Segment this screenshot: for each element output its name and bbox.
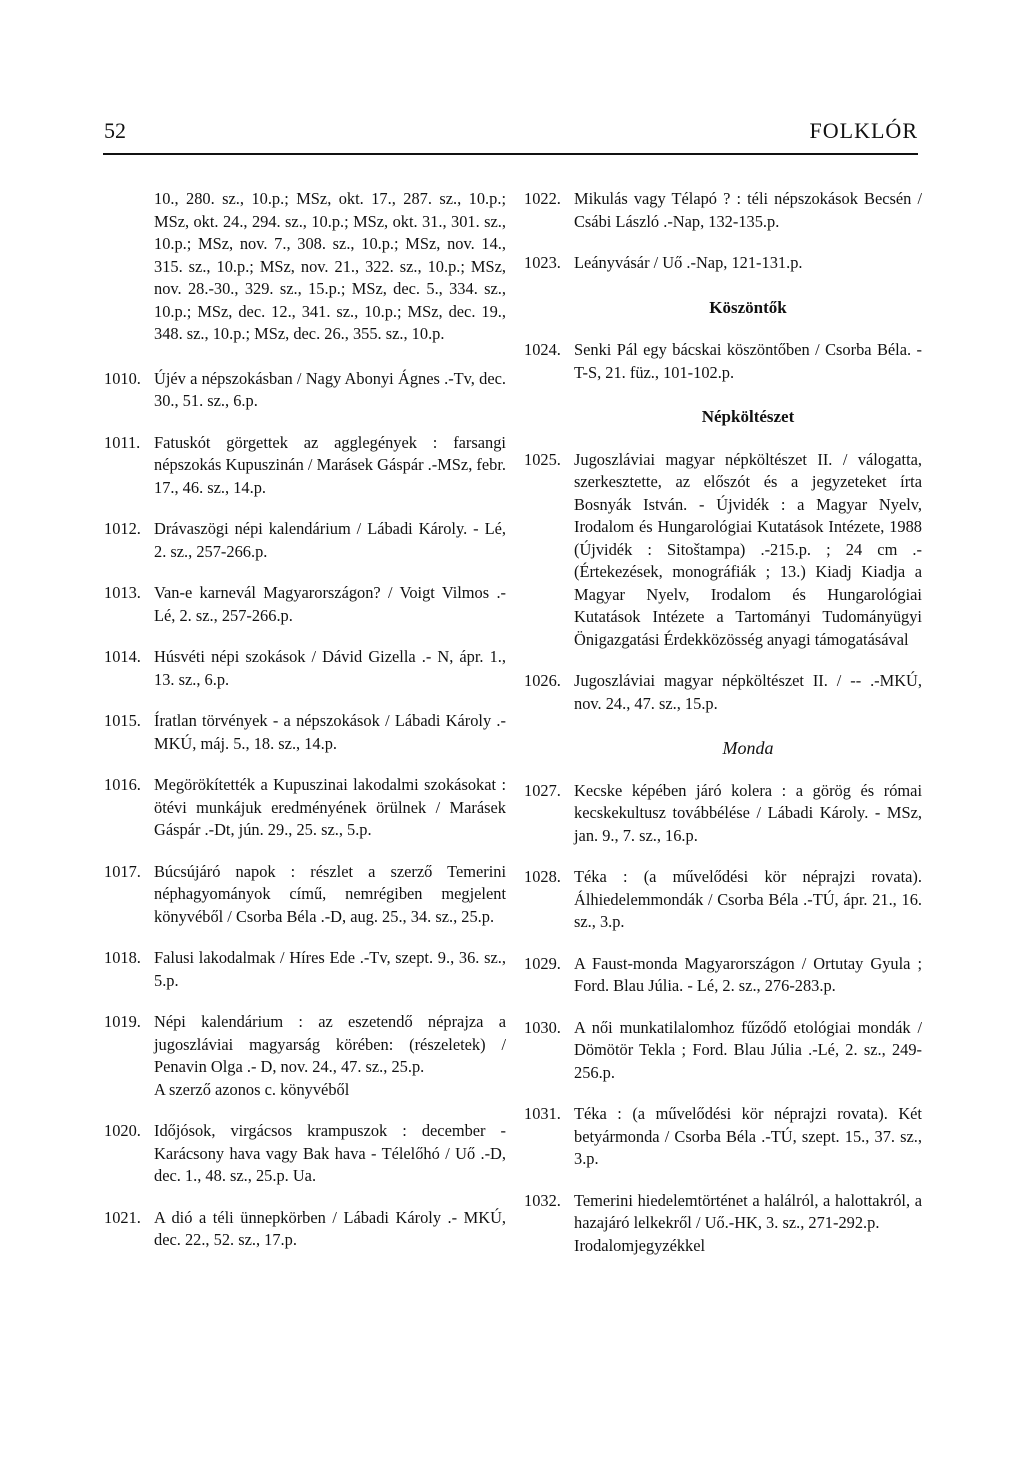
bib-entry xyxy=(104,861,506,929)
entry-number: 1012. xyxy=(104,519,141,538)
entry-text: A női munkatilalomhoz fűződő etológiai mondák / Dömötör Tekla ; Ford. Blau Júlia .-Lé, 2. sz., 249-256.p. xyxy=(574,1017,922,1082)
entry-text: Jugoszláviai magyar népköltészet II. / válogatta, szerkesztette, az előszót és a jegyzeteket írta Bosnyák István. - Újvidék : a Magyar Nyelv, Irodalom és Hungarológiai Kutatások Intézete, 1988 (Újvidék : Sitoštampa) .-215.p. ; 24 cm .-(Értekezések, monográfiák ; 13.) Kiadj Kiadja a Magyar Nyelv, Irodalom és Hungarológiai Kutatások Intézete a Tartományi Tudományügyi Önigazgatási Érdekközösség anyagi támogatásával xyxy=(574,449,922,649)
entry-number: 1017. xyxy=(104,861,141,881)
entry-number: 1011. xyxy=(104,432,141,452)
entry-text: Újév a népszokásban / Nagy Abonyi Ágnes .-Tv, dec. 30., 51. sz., 6.p. xyxy=(154,368,506,410)
entry-number: 1029. xyxy=(524,953,561,973)
bib-entry xyxy=(104,710,506,755)
entry-number: 1016. xyxy=(104,775,141,794)
entry-number: 1025. xyxy=(524,449,561,469)
entry-number: 1023. xyxy=(524,253,561,272)
section-heading-koszontok: Köszöntők xyxy=(709,297,787,317)
entry-number: 1028. xyxy=(524,867,561,886)
entry-number: 1014. xyxy=(104,647,141,666)
entry-text: Téka : (a művelődési kör néprajzi rovata). Két betyármonda / Csorba Béla .-TÚ, szept. 15., 37. sz., 3.p. xyxy=(574,1104,922,1168)
entry-number: 1021. xyxy=(104,1207,141,1227)
entry-text: Kecske képében járó kolera : a görög és római kecskekultusz továbbélése / Lábadi Károly. - MSz, jan. 9., 7. sz., 16.p. xyxy=(574,780,922,845)
entry-text: A dió a téli ünnepkörben / Lábadi Károly .- MKÚ, dec. 22., 52. sz., 17.p. xyxy=(154,1207,506,1249)
entry-text: A Faust-monda Magyarországon / Ortutay Gyula ; Ford. Blau Júlia. - Lé, 2. sz., 276-283.p. xyxy=(574,953,922,995)
entry-number: 1030. xyxy=(524,1017,561,1037)
section-heading-nepkoltes: Népköltészet xyxy=(701,407,795,426)
entry-text: Mikulás vagy Télapó ? : téli népszokások Becsén / Csábi László .-Nap, 132-135.p. xyxy=(574,189,922,231)
bib-entry xyxy=(104,432,506,500)
entry-number: 1013. xyxy=(104,583,141,602)
entry-text: Senki Pál egy bácskai köszöntőben / Csorba Béla. - T-S, 21. füz., 101-102.p. xyxy=(574,340,922,382)
bib-entry xyxy=(104,947,506,992)
entry-text: Népi kalendárium : az eszetendő néprajza a jugoszláviai magyarság körében: (részeletek) / Penavin Olga .- D, nov. 24., 47. sz., 25.p. xyxy=(154,1012,506,1076)
entry-text: Van-e karnevál Magyarországon? / Voigt Vilmos .-Lé, 2. sz., 257-266.p. xyxy=(154,583,506,625)
bib-entry xyxy=(524,339,922,384)
bib-entry xyxy=(524,449,922,652)
bib-entry xyxy=(524,953,922,998)
running-head: FOLKLÓR xyxy=(809,118,918,143)
bib-entry xyxy=(524,1103,922,1171)
entry-text: Íratlan törvények - a népszokások / Lábadi Károly .-MKÚ, máj. 5., 18. sz., 14.p. xyxy=(154,711,506,753)
continued-entry xyxy=(104,188,506,346)
entry-text: Leányvásár / Uő .-Nap, 121-131.p. xyxy=(574,253,803,272)
entry-number: 1022. xyxy=(524,189,561,208)
bib-entry xyxy=(524,1017,922,1085)
bib-entry xyxy=(104,1011,506,1101)
entry-number: 1019. xyxy=(104,1012,141,1031)
section-heading-monda: Monda xyxy=(722,738,774,758)
page-number: 52 xyxy=(104,118,126,143)
bib-entry xyxy=(104,1120,506,1188)
bib-entry xyxy=(524,780,922,848)
entry-number: 1024. xyxy=(524,340,561,359)
bib-entry xyxy=(524,1190,922,1258)
page-header xyxy=(104,118,918,152)
bib-entry xyxy=(104,1207,506,1252)
entry-text: Drávaszögi népi kalendárium / Lábadi Károly. - Lé, 2. sz., 257-266.p. xyxy=(154,519,506,561)
entry-number: 1031. xyxy=(524,1104,561,1123)
entry-text: Búcsújáró napok : részlet a szerző Temerini néphagyományok című, nemrégiben megjelent könyvéből / Csorba Béla .-D, aug. 25., 34. sz., 25.p. xyxy=(154,861,506,926)
entry-number: 1018. xyxy=(104,948,141,967)
entry-text: Húsvéti népi szokások / Dávid Gizella .- N, ápr. 1., 13. sz., 6.p. xyxy=(154,647,506,689)
bib-entry xyxy=(104,582,506,627)
entry-number: 1020. xyxy=(104,1121,141,1140)
entry-number: 1026. xyxy=(524,671,561,690)
entry-text: Téka : (a művelődési kör néprajzi rovata). Álhiedelemmondák / Csorba Béla .-TÚ, ápr. 21., 16. sz., 3.p. xyxy=(574,867,922,931)
entry-note: A szerző azonos c. könyvéből xyxy=(154,1079,350,1099)
bib-entry xyxy=(524,670,922,715)
header-rule xyxy=(103,153,918,155)
right-column xyxy=(524,188,922,1276)
entry-number: 1027. xyxy=(524,780,561,800)
entry-text: Időjósok, virgácsos krampuszok : december - Karácsony hava vagy Bak hava - Télelőhó / Uő .-D, dec. 1., 48. sz., 25.p. Ua. xyxy=(154,1121,506,1185)
bib-entry xyxy=(524,252,922,275)
bib-entry xyxy=(524,866,922,934)
entry-number: 1032. xyxy=(524,1190,561,1210)
entry-note: Irodalomjegyzékkel xyxy=(574,1235,706,1255)
bib-entry xyxy=(104,518,506,563)
left-column xyxy=(104,188,506,1271)
bib-entry xyxy=(524,188,922,233)
entry-number: 1010. xyxy=(104,368,141,388)
entry-number: 1015. xyxy=(104,711,141,730)
entry-text: Temerini hiedelemtörténet a halálról, a halottakról, a hazajáró lelkekről / Uő.-HK, 3. sz., 271-292.p. xyxy=(574,1190,922,1232)
entry-text: Fatuskót görgettek az agglegények : farsangi népszokás Kupuszinán / Marásek Gáspár .-MSz, febr. 17., 46. sz., 14.p. xyxy=(154,432,506,497)
bib-entry xyxy=(104,368,506,413)
bib-entry xyxy=(104,774,506,842)
entry-text: 10., 280. sz., 10.p.; MSz, okt. 17., 287. sz., 10.p.; MSz, okt. 24., 294. sz., 10.p.; MSz, okt. 31., 301. sz., 10.p.; MSz, nov. 7., 308. sz., 10.p.; MSz, nov. 14., 315. sz., 10.p.; MSz, nov. 21., 322. sz., 10.p.; MSz, nov. 28.-30., 329. sz., 15.p.; MSz, dec. 5., 334. sz., 10.p.; MSz, dec. 12., 341. sz., 10.p.; MSz, dec. 19., 348. sz., 10.p.; MSz, dec. 26., 355. sz., 10.p. xyxy=(154,189,506,343)
entry-text: Falusi lakodalmak / Híres Ede .-Tv, szept. 9., 36. sz., 5.p. xyxy=(154,948,506,990)
bib-entry xyxy=(104,646,506,691)
entry-text: Jugoszláviai magyar népköltészet II. / -- .-MKÚ, nov. 24., 47. sz., 15.p. xyxy=(574,671,922,713)
entry-text: Megörökítették a Kupuszinai lakodalmi szokásokat : ötévi munkájuk eredményének örülnek / Marásek Gáspár .-Dt, jún. 29., 25. sz., 5.p. xyxy=(154,775,506,839)
